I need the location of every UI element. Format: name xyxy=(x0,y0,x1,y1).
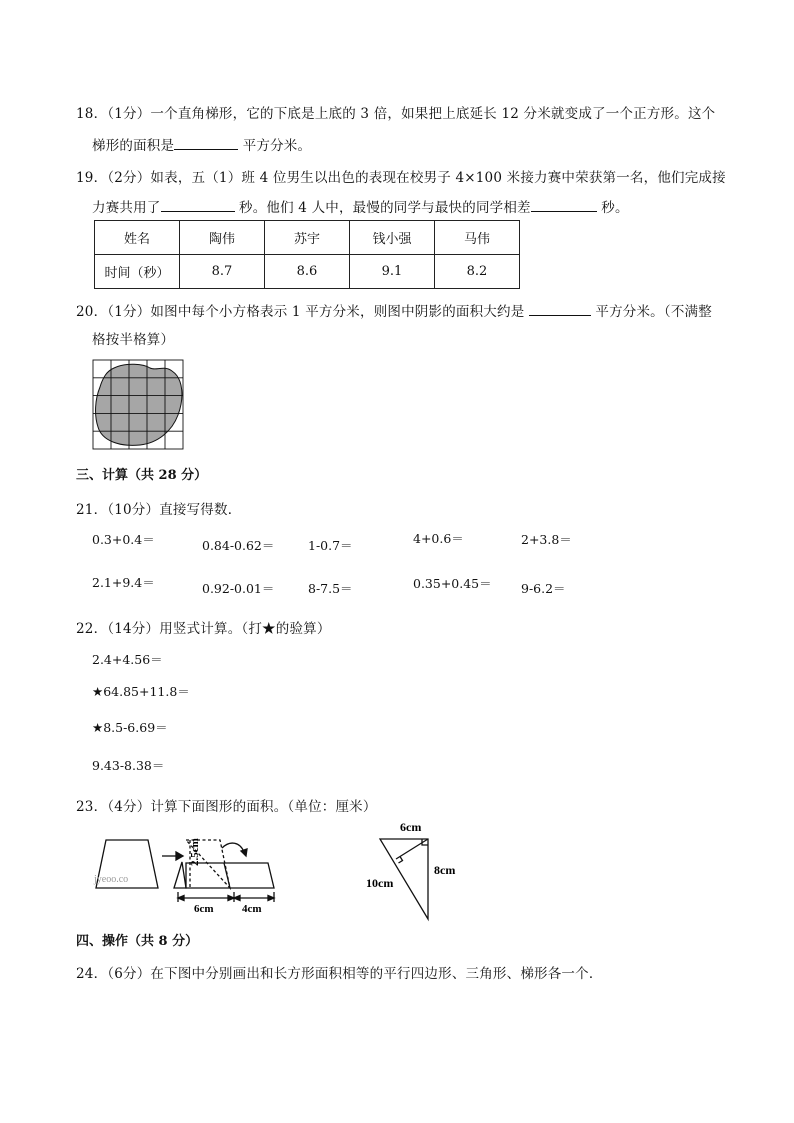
q19-answer-blank-2[interactable] xyxy=(531,199,597,212)
q21-item: 0.92-0.01＝ xyxy=(202,581,275,596)
table-row xyxy=(95,255,520,289)
table-cell: 8.7 xyxy=(180,255,265,289)
q21-item: 1-0.7＝ xyxy=(308,538,353,553)
q21-item: 0.3+0.4＝ xyxy=(92,532,155,547)
shaded-grid-figure xyxy=(92,359,186,451)
q20-line1-a: 20．（1分）如图中每个小方格表示 1 平方分米，则图中阴影的面积大约是 xyxy=(76,304,529,320)
q21-item: 2.1+9.4＝ xyxy=(92,575,155,590)
relay-time-table xyxy=(94,220,520,289)
side-label: 8cm xyxy=(434,863,456,877)
q18-answer-blank[interactable] xyxy=(174,137,238,150)
q24-title: 24．（6分）在下图中分别画出和长方形面积相等的平行四边形、三角形、梯形各一个． xyxy=(76,966,603,982)
q21-item: 4+0.6＝ xyxy=(413,531,464,546)
q18-line1: 18．（1分）一个直角梯形，它的下底是上底的 3 倍，如果把上底延长 12 分米就变成了一个正方形。这个 xyxy=(76,106,716,122)
watermark: jyeoo.co xyxy=(94,874,129,885)
q19-line2-c: 秒。 xyxy=(596,200,629,216)
q20-line1-b: 平方分米。（不满整 xyxy=(590,304,712,320)
top-side-label: 6cm xyxy=(400,820,422,834)
q19-answer-blank-1[interactable] xyxy=(161,199,235,212)
table-cell: 姓名 xyxy=(95,221,180,255)
q23-title: 23．（4分）计算下面图形的面积。（单位：厘米） xyxy=(76,799,377,815)
q22-item: 2.4+4.56＝ xyxy=(92,652,163,667)
q19-line2 xyxy=(92,196,629,216)
shaded-blob xyxy=(96,364,182,445)
base2-label: 4cm xyxy=(242,903,262,915)
q21-item: 0.35+0.45＝ xyxy=(413,576,492,591)
table-cell: 9.1 xyxy=(350,255,435,289)
table-cell: 钱小强 xyxy=(350,221,435,255)
q20-answer-blank[interactable] xyxy=(529,303,591,316)
q18-line2-prefix: 梯形的面积是 xyxy=(92,138,175,154)
base1-label: 6cm xyxy=(194,903,214,915)
table-cell: 时间（秒） xyxy=(95,255,180,289)
q21-item: 0.84-0.62＝ xyxy=(202,538,275,553)
q22-item: ★8.5-6.69＝ xyxy=(92,720,168,735)
q20-line1 xyxy=(76,300,712,320)
q22-item: ★64.85+11.8＝ xyxy=(92,684,190,699)
q21-title: 21．（10分）直接写得数． xyxy=(76,502,242,518)
table-cell: 苏宇 xyxy=(265,221,350,255)
section-3-heading: 三、计算（共 28 分） xyxy=(76,468,208,483)
q22-title: 22．（14分）用竖式计算。（打★的验算） xyxy=(76,621,331,637)
height-label: 2.5cm xyxy=(189,838,201,866)
table-row xyxy=(95,221,520,255)
table-cell: 8.6 xyxy=(265,255,350,289)
trapezoid-cut-figure xyxy=(90,830,290,916)
q18-line2 xyxy=(92,134,311,154)
q20-line2: 格按半格算） xyxy=(92,332,175,348)
hypotenuse-label: 10cm xyxy=(366,876,394,890)
q18-line2-suffix: 平方分米。 xyxy=(238,138,312,154)
right-triangle-figure xyxy=(360,815,470,923)
q21-item: 2+3.8＝ xyxy=(521,532,572,547)
q19-line1: 19．（2分）如表，五（1）班 4 位男生以出色的表现在校男子 4×100 米接力赛中荣获第一名，他们完成接 xyxy=(76,170,726,186)
table-cell: 陶伟 xyxy=(180,221,265,255)
q19-line2-a: 力赛共用了 xyxy=(92,200,161,216)
table-cell: 马伟 xyxy=(435,221,520,255)
q19-line2-b: 秒。他们 4 人中，最慢的同学与最快的同学相差 xyxy=(234,200,531,216)
small-triangle xyxy=(174,862,186,888)
q21-item: 8-7.5＝ xyxy=(308,581,353,596)
q21-item: 9-6.2＝ xyxy=(521,581,566,596)
right-arrow-icon xyxy=(176,852,183,860)
section-4-heading: 四、操作（共 8 分） xyxy=(76,934,199,949)
table-cell: 8.2 xyxy=(435,255,520,289)
q22-item: 9.43-8.38＝ xyxy=(92,758,165,773)
